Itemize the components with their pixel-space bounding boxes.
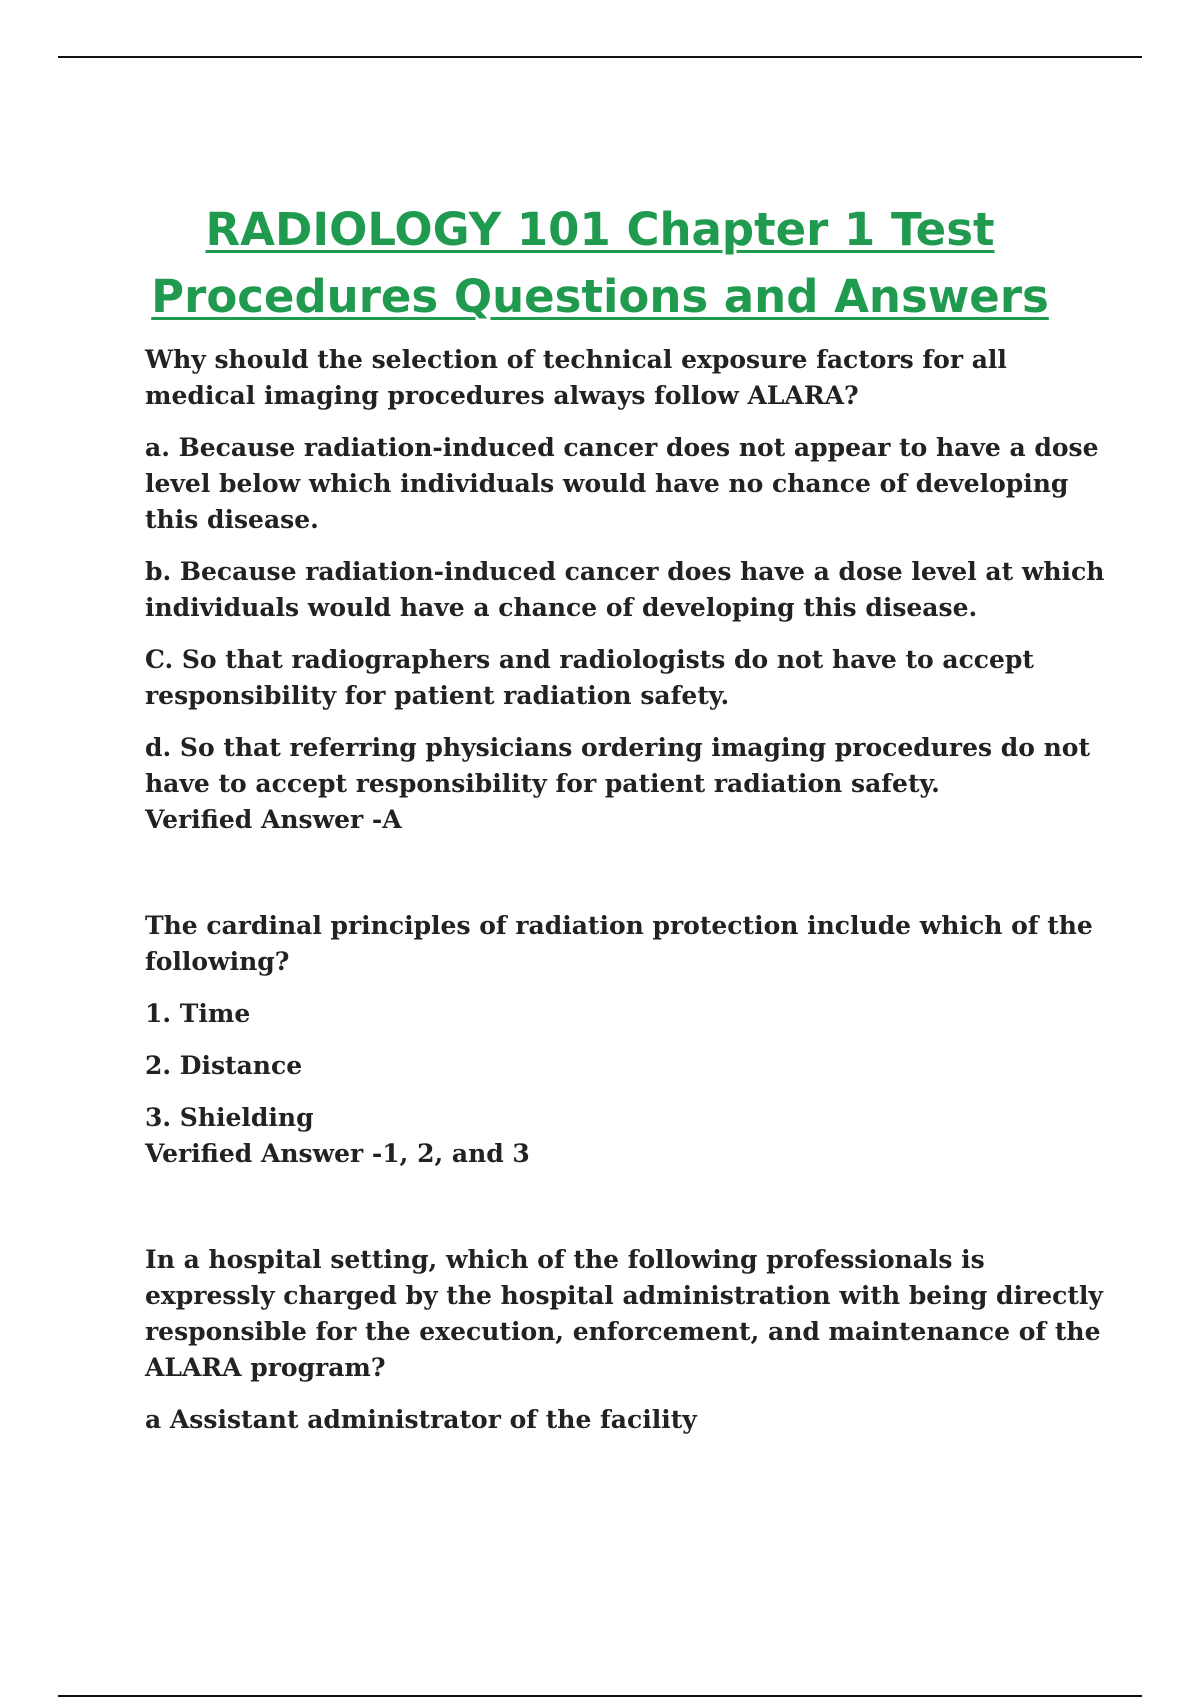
- bottom-rule: [58, 1695, 1142, 1697]
- spacer: [145, 854, 1105, 908]
- question-2-option-1: 1. Time: [145, 999, 251, 1028]
- question-1-option-a: a. Because radiation-induced cancer does not appear to have a dose level below which individuals would have no chance of developing this disease.: [145, 433, 1099, 534]
- question-1-option-c: C. So that radiographers and radiologists do not have to accept responsibility for patient radiation safety.: [145, 645, 1034, 710]
- question-1-option-b: b. Because radiation-induced cancer does have a dose level at which individuals would have a chance of developing this disease.: [145, 557, 1105, 622]
- title-line-1: RADIOLOGY 101 Chapter 1 Test: [205, 203, 995, 256]
- document-body: [145, 342, 1105, 1454]
- document-title: [100, 196, 1100, 330]
- question-3-option-a: a Assistant administrator of the facility: [145, 1405, 697, 1434]
- top-rule: [58, 56, 1142, 58]
- question-2-option-3: 3. Shielding: [145, 1103, 314, 1132]
- question-1-answer: Verified Answer -A: [145, 805, 402, 834]
- question-3-text: In a hospital setting, which of the following professionals is expressly charged by the hospital administration with being directly responsible for the execution, enforcement, and maintenance of the ALARA program?: [145, 1245, 1103, 1382]
- question-2-text: The cardinal principles of radiation protection include which of the following?: [145, 911, 1093, 976]
- title-line-2: Procedures Questions and Answers: [151, 270, 1049, 323]
- question-2-option-2: 2. Distance: [145, 1051, 303, 1080]
- question-2-answer: Verified Answer -1, 2, and 3: [145, 1139, 530, 1168]
- spacer: [145, 1188, 1105, 1242]
- question-1-option-d: d. So that referring physicians ordering imaging procedures do not have to accept responsibility for patient radiation safety.: [145, 733, 1091, 798]
- question-1-text: Why should the selection of technical exposure factors for all medical imaging procedures always follow ALARA?: [145, 345, 1007, 410]
